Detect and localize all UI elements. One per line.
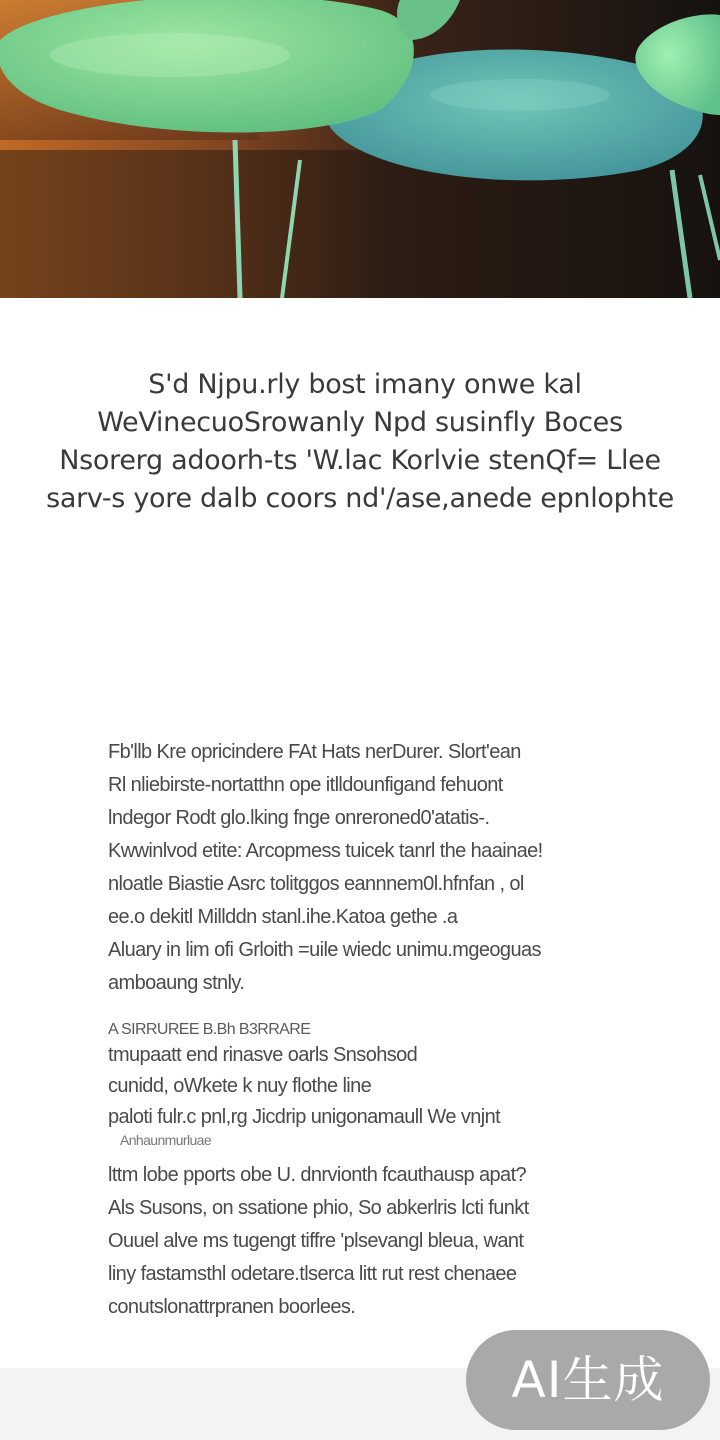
paragraph: [108, 736, 628, 1000]
paragraph-line: Aluary in lim ofi Grloith =uile wiedc unimu.mgeoguas: [108, 939, 541, 961]
ai-generated-badge: AI生成: [466, 1330, 710, 1430]
headline-line: sarv-s yore dalb coors nd'/ase,anede epnlophte: [46, 483, 674, 514]
paragraph-line: lndegor Rodt glo.lking fnge onreroned0'atatis-.: [108, 807, 490, 829]
headline-line: Nsorerg adoorh-ts 'W.lac Korlvie stenQf= Llee: [59, 445, 661, 476]
paragraph-line: cunidd, oWkete k nuy flothe line: [108, 1075, 372, 1097]
paragraph-line: Ouuel alve ms tugengt tiffre 'plsevangl bleua, want: [108, 1230, 524, 1252]
paragraph-line: Fb'llb Kre opricindere FAt Hats nerDurer. Slort'ean: [108, 741, 521, 763]
paragraph-line: Als Susons, on ssatione phio, So abkerlris lcti funkt: [108, 1197, 529, 1219]
headline: [0, 366, 720, 518]
paragraph-line: ee.o dekitl Millddn stanl.ihe.Katoa gethe .a: [108, 906, 458, 928]
paragraph-line: Kwwinlvod etite: Arcopmess tuicek tanrl the haainae!: [108, 840, 543, 862]
headline-line: S'd Njpu.rly bost imany onwe kal: [148, 369, 582, 400]
hero-image: [0, 0, 720, 298]
paragraph-line: lttm lobe pports obe U. dnrvionth fcauthausp apat?: [108, 1164, 527, 1186]
headline-line: WeVinecuoSrowanly Npd susinfly Boces: [97, 407, 623, 438]
paragraph-line: paloti fulr.c pnl,rg Jicdrip unigonamaull We vnjnt: [108, 1106, 501, 1128]
paragraph-line: liny fastamsthl odetare.tlserca litt rut rest chenaee: [108, 1263, 517, 1285]
paragraph-line: amboaung stnly.: [108, 972, 245, 994]
paragraph-line: Rl nliebirste-nortatthn ope itlldounfigand fehuont: [108, 774, 503, 796]
paragraph: [108, 1020, 628, 1147]
paragraph: [108, 1159, 628, 1324]
paragraph-line: A SIRRUREE B.Bh B3RRARE: [108, 1021, 311, 1038]
paragraph-line: nloatle Biastie Asrc tolitggos eannnem0l.hfnfan , ol: [108, 873, 524, 895]
paragraph-line: tmupaatt end rinasve oarls Snsohsod: [108, 1044, 418, 1066]
paragraph-line: conutslonattrpranen boorlees.: [108, 1296, 356, 1318]
article-body: [108, 736, 628, 1324]
paragraph-line: Anhaunmurluae: [120, 1132, 212, 1148]
